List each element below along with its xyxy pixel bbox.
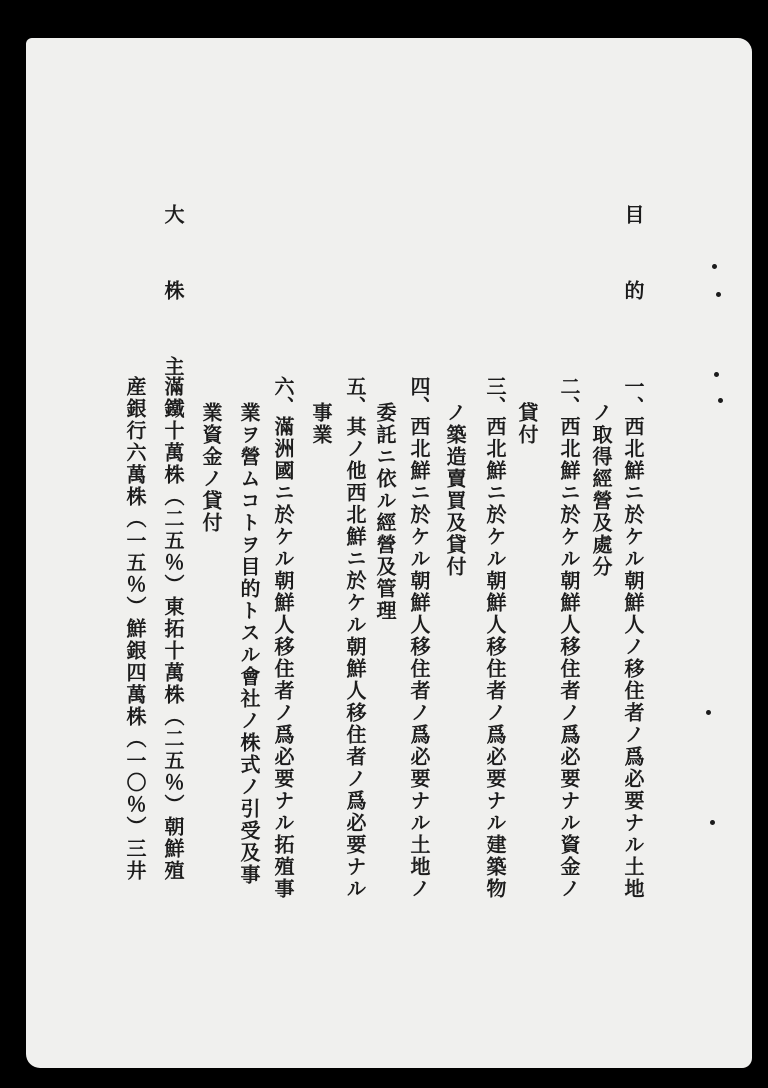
margin-speck [714, 372, 719, 377]
purpose-item-2-line-1 [556, 376, 582, 900]
purpose-item-2-line-2: 貸付 [515, 402, 539, 446]
shareholders-line-2: 産銀行六萬株（一五％）鮮銀四萬株（一〇％）三井 [123, 376, 147, 882]
item-number: 二、 [557, 376, 581, 416]
item-text: 西北鮮ニ於ケル朝鮮人移住者ノ爲必要ナル土地ノ [407, 416, 431, 900]
margin-speck [710, 820, 715, 825]
item-text: 西北鮮ニ於ケル朝鮮人ノ移住者ノ爲必要ナル土地 [621, 416, 645, 900]
item-number: 六、 [271, 376, 295, 416]
margin-speck [706, 710, 711, 715]
item-text: 西北鮮ニ於ケル朝鮮人移住者ノ爲必要ナル資金ノ [557, 416, 581, 900]
margin-speck [712, 264, 717, 269]
item-number: 四、 [407, 376, 431, 416]
purpose-item-3-line-2: ノ築造賣買及貸付 [443, 402, 467, 578]
purpose-item-1-line-2: ノ取得經營及處分 [589, 402, 613, 578]
purpose-heading: 目的 [621, 204, 645, 356]
purpose-item-6-line-3: 業資金ノ貸付 [199, 402, 223, 534]
purpose-item-6-line-1 [270, 376, 296, 900]
shareholders-heading: 大株主 [161, 204, 185, 432]
item-text: 西北鮮ニ於ケル朝鮮人移住者ノ爲必要ナル建築物 [483, 416, 507, 900]
item-number: 三、 [483, 376, 507, 416]
item-number: 一、 [621, 376, 645, 416]
shareholders-line-1: 滿鐵十萬株（二五％）東拓十萬株（二五％）朝鮮殖 [161, 376, 185, 882]
purpose-item-5-line-1 [342, 376, 368, 900]
item-text: 其ノ他西北鮮ニ於ケル朝鮮人移住者ノ爲必要ナル [343, 416, 367, 900]
document-page [26, 38, 752, 1068]
purpose-item-4-line-1 [406, 376, 432, 900]
item-text: 滿洲國ニ於ケル朝鮮人移住者ノ爲必要ナル拓殖事 [271, 416, 295, 900]
item-number: 五、 [343, 376, 367, 416]
purpose-item-1-line-1 [620, 376, 646, 900]
purpose-item-4-line-2: 委託ニ依ル經營及管理 [373, 402, 397, 622]
margin-speck [718, 398, 723, 403]
purpose-item-5-line-2: 事業 [309, 402, 333, 446]
purpose-item-3-line-1 [482, 376, 508, 900]
purpose-item-6-line-2: 業ヲ營ムコトヲ目的トスル會社ノ株式ノ引受及事 [237, 402, 261, 886]
margin-speck [716, 292, 721, 297]
